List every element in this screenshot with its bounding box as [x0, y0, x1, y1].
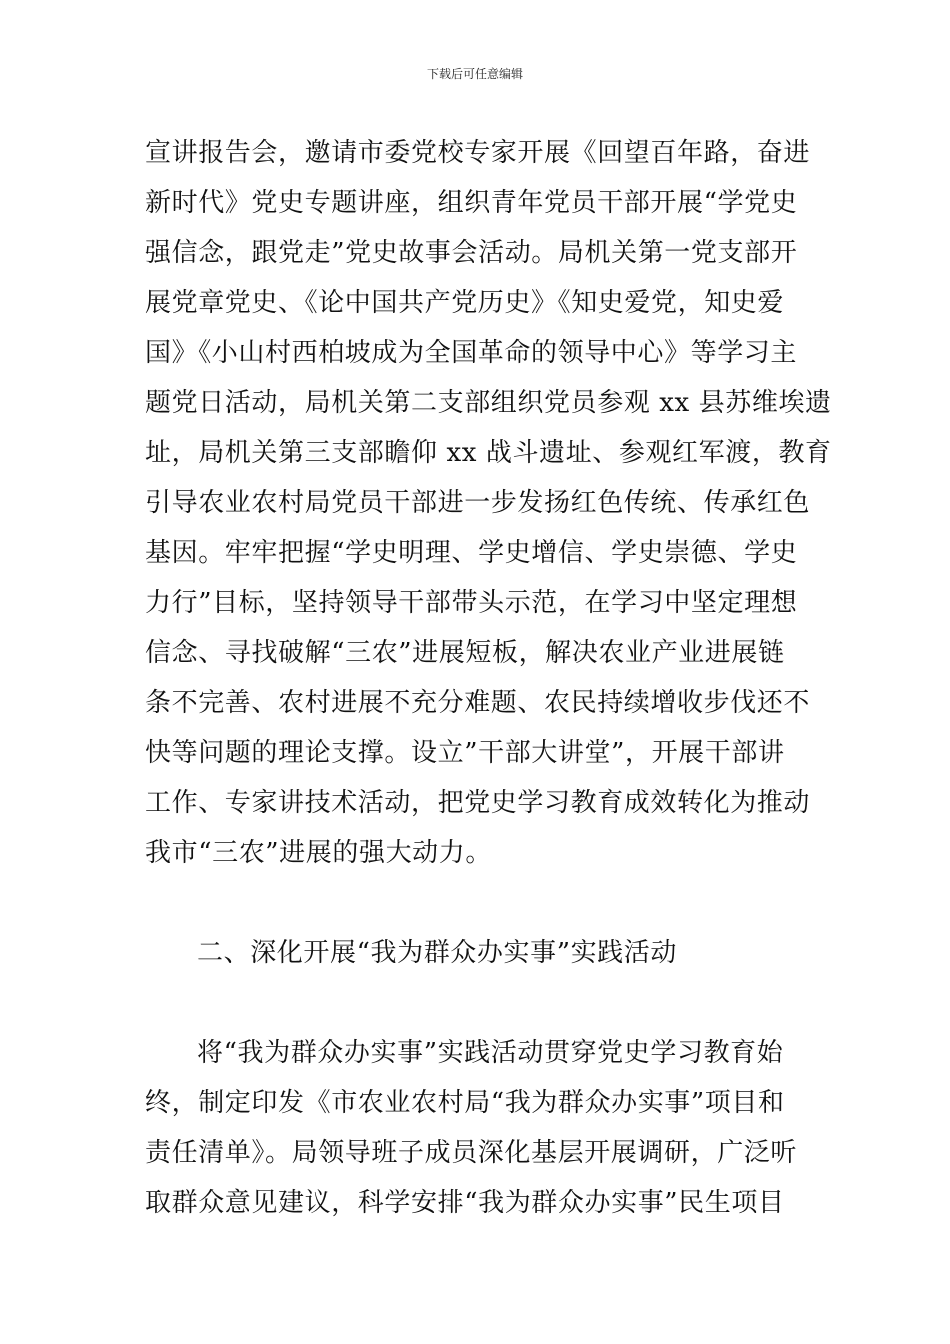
paragraph-line: 终，制定印发《市农业农村局“我为群众办实事”项目和 — [145, 1088, 785, 1118]
paragraph-line: 取群众意见建议，科学安排“我为群众办实事”民生项目 — [145, 1188, 785, 1218]
paragraph-line: 信念、寻找破解“三农”进展短板，解决农业产业进展链 — [145, 638, 785, 668]
paragraph-1 — [145, 128, 832, 878]
paragraph-line: 新时代》党史专题讲座，组织青年党员干部开展“学党史 — [145, 188, 798, 218]
section-heading: 二、深化开展“我为群众办实事”实践活动 — [197, 938, 677, 968]
paragraph-line: 址，局机关第三支部瞻仰 xx 战斗遗址、参观红军渡，教育 — [145, 438, 832, 468]
paragraph-line: 基因。牢牢把握“学史明理、学史增信、学史崇德、学史 — [145, 538, 798, 568]
document-body — [145, 128, 832, 1228]
paragraph-line: 引导农业农村局党员干部进一步发扬红色传统、传承红色 — [145, 488, 811, 518]
paragraph-spacer — [145, 978, 810, 1028]
paragraph-line: 国》《小山村西柏坡成为全国革命的领导中心》等学习主 — [145, 338, 798, 368]
paragraph-line: 责任清单》。局领导班子成员深化基层开展调研，广泛听 — [145, 1138, 798, 1168]
paragraph-line: 题党日活动，局机关第二支部组织党员参观 xx 县苏维埃遗 — [145, 388, 832, 418]
paragraph-line: 工作、专家讲技术活动，把党史学习教育成效转化为推动 — [145, 788, 811, 818]
paragraph-line: 我市“三农”进展的强大动力。 — [145, 838, 492, 868]
paragraph-2 — [145, 1028, 810, 1228]
paragraph-line: 将“我为群众办实事”实践活动贯穿党史学习教育始 — [197, 1038, 784, 1068]
paragraph-line: 宣讲报告会，邀请市委党校专家开展《回望百年路，奋进 — [145, 138, 811, 168]
paragraph-line: 强信念，跟党走”党史故事会活动。局机关第一党支部开 — [145, 238, 798, 268]
page-header-note: 下载后可任意编辑 — [426, 67, 523, 81]
paragraph-line: 力行”目标，坚持领导干部带头示范，在学习中坚定理想 — [145, 588, 798, 618]
paragraph-line: 快等问题的理论支撑。设立”干部大讲堂”，开展干部讲 — [145, 738, 785, 768]
paragraph-line: 展党章党史、《论中国共产党历史》《知史爱党，知史爱 — [145, 288, 785, 318]
paragraph-line: 条不完善、农村进展不充分难题、农民持续增收步伐还不 — [145, 688, 811, 718]
paragraph-spacer — [145, 878, 810, 928]
